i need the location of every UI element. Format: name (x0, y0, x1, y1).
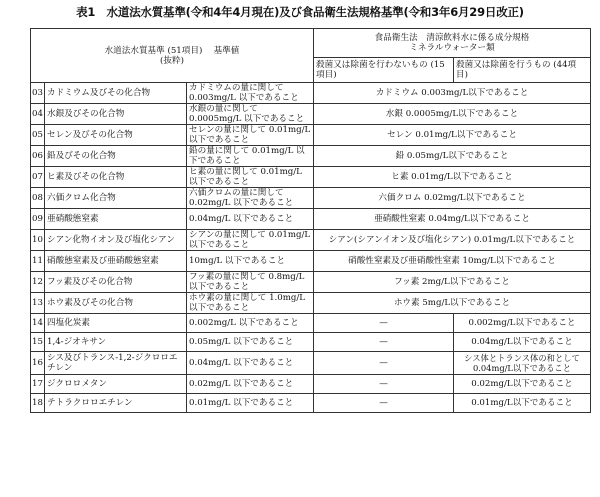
row-number: 13 (31, 293, 45, 314)
water-standard-value: フッ素の量に関して 0.8mg/L 以下であること (187, 272, 314, 293)
item-name: 水銀及びその化合物 (45, 104, 187, 125)
table-row (31, 375, 591, 394)
with-sterilization-value: 0.01mg/L以下であること (454, 394, 591, 413)
table-row (31, 104, 591, 125)
water-standard-value: 六価クロムの量に関して 0.02mg/L 以下であること (187, 188, 314, 209)
header-right-line2: ミネラルウォーター類 (409, 43, 495, 53)
water-standard-value: 0.01mg/L 以下であること (187, 394, 314, 413)
row-number: 17 (31, 375, 45, 394)
no-sterilization-value: — (314, 352, 454, 375)
table-row (31, 146, 591, 167)
water-quality-table (30, 28, 591, 413)
item-name: ジクロロメタン (45, 375, 187, 394)
water-standard-value: 0.05mg/L 以下であること (187, 333, 314, 352)
item-name: 六価クロム化合物 (45, 188, 187, 209)
water-standard-value: 0.002mg/L 以下であること (187, 314, 314, 333)
row-number: 03 (31, 83, 45, 104)
food-standard-value: 鉛 0.05mg/L以下であること (314, 146, 591, 167)
row-number: 16 (31, 352, 45, 375)
item-name: ホウ素及びその化合物 (45, 293, 187, 314)
no-sterilization-value: — (314, 394, 454, 413)
food-standard-value: 六価クロム 0.02mg/L以下であること (314, 188, 591, 209)
table-row (31, 167, 591, 188)
item-name: 1,4-ジオキサン (45, 333, 187, 352)
item-name: 四塩化炭素 (45, 314, 187, 333)
with-sterilization-value: 0.02mg/L以下であること (454, 375, 591, 394)
no-sterilization-value: — (314, 333, 454, 352)
water-standard-value: 0.04mg/L 以下であること (187, 209, 314, 230)
water-standard-value: カドミウムの量に関して 0.003mg/L 以下であること (187, 83, 314, 104)
item-name: 鉛及びその化合物 (45, 146, 187, 167)
food-standard-value: セレン 0.01mg/L以下であること (314, 125, 591, 146)
water-standard-value: 10mg/L 以下であること (187, 251, 314, 272)
with-sterilization-value: 0.04mg/L以下であること (454, 333, 591, 352)
table-row (31, 352, 591, 375)
water-standard-value: 0.02mg/L 以下であること (187, 375, 314, 394)
table-row (31, 272, 591, 293)
row-number: 18 (31, 394, 45, 413)
water-standard-value: 鉛の量に関して 0.01mg/L 以下であること (187, 146, 314, 167)
item-name: ヒ素及びその化合物 (45, 167, 187, 188)
header-with-sterilization: 殺菌又は除菌を行うもの (44項目) (454, 58, 591, 83)
table-row (31, 230, 591, 251)
food-standard-value: フッ素 2mg/L以下であること (314, 272, 591, 293)
item-name: シアン化物イオン及び塩化シアン (45, 230, 187, 251)
with-sterilization-value: 0.002mg/L以下であること (454, 314, 591, 333)
header-left-line2: (抜粋) (160, 55, 184, 66)
food-standard-value: 亜硝酸性窒素 0.04mg/L以下であること (314, 209, 591, 230)
no-sterilization-value: — (314, 314, 454, 333)
table-row (31, 209, 591, 230)
table-row (31, 394, 591, 413)
food-standard-value: シアン(シアンイオン及び塩化シアン) 0.01mg/L以下であること (314, 230, 591, 251)
table-row (31, 83, 591, 104)
food-standard-value: カドミウム 0.003mg/L以下であること (314, 83, 591, 104)
item-name: 硝酸態窒素及び亜硝酸態窒素 (45, 251, 187, 272)
table-row (31, 314, 591, 333)
header-food-standard (314, 29, 591, 58)
table-title: 表1 水道法水質基準(令和4年4月現在)及び食品衛生法規格基準(令和3年6月29日改正) (76, 5, 524, 19)
item-name: 亜硝酸態窒素 (45, 209, 187, 230)
item-name: カドミウム及びその化合物 (45, 83, 187, 104)
with-sterilization-value: シス体とトランス体の和として 0.04mg/L以下であること (454, 352, 591, 375)
table-row (31, 188, 591, 209)
water-standard-value: 水銀の量に関して 0.0005mg/L 以下であること (187, 104, 314, 125)
no-sterilization-value: — (314, 375, 454, 394)
row-number: 10 (31, 230, 45, 251)
water-standard-value: ホウ素の量に関して 1.0mg/L 以下であること (187, 293, 314, 314)
row-number: 08 (31, 188, 45, 209)
food-standard-value: ホウ素 5mg/L以下であること (314, 293, 591, 314)
table-row (31, 251, 591, 272)
row-number: 04 (31, 104, 45, 125)
table-row (31, 293, 591, 314)
water-standard-value: 0.04mg/L 以下であること (187, 352, 314, 375)
row-number: 12 (31, 272, 45, 293)
table-row (31, 125, 591, 146)
header-no-sterilization: 殺菌又は除菌を行わないもの (15項目) (314, 58, 454, 83)
header-left-line1: 水道法水質基準 (51項目) 基準値 (104, 45, 240, 56)
food-standard-value: 水銀 0.0005mg/L以下であること (314, 104, 591, 125)
item-name: セレン及びその化合物 (45, 125, 187, 146)
water-standard-value: セレンの量に関して 0.01mg/L 以下であること (187, 125, 314, 146)
row-number: 05 (31, 125, 45, 146)
table-row (31, 333, 591, 352)
row-number: 15 (31, 333, 45, 352)
header-right-line1: 食品衛生法 清涼飲料水に係る成分規格 (374, 33, 530, 43)
row-number: 07 (31, 167, 45, 188)
water-standard-value: ヒ素の量に関して 0.01mg/L 以下であること (187, 167, 314, 188)
item-name: テトラクロロエチレン (45, 394, 187, 413)
food-standard-value: 硝酸性窒素及び亜硝酸性窒素 10mg/L以下であること (314, 251, 591, 272)
row-number: 14 (31, 314, 45, 333)
item-name: シス及びトランス-1,2-ジクロロエチレン (45, 352, 187, 375)
header-water-standard (31, 29, 314, 83)
item-name: フッ素及びその化合物 (45, 272, 187, 293)
water-standard-value: シアンの量に関して 0.01mg/L 以下であること (187, 230, 314, 251)
row-number: 11 (31, 251, 45, 272)
row-number: 09 (31, 209, 45, 230)
food-standard-value: ヒ素 0.01mg/L以下であること (314, 167, 591, 188)
row-number: 06 (31, 146, 45, 167)
